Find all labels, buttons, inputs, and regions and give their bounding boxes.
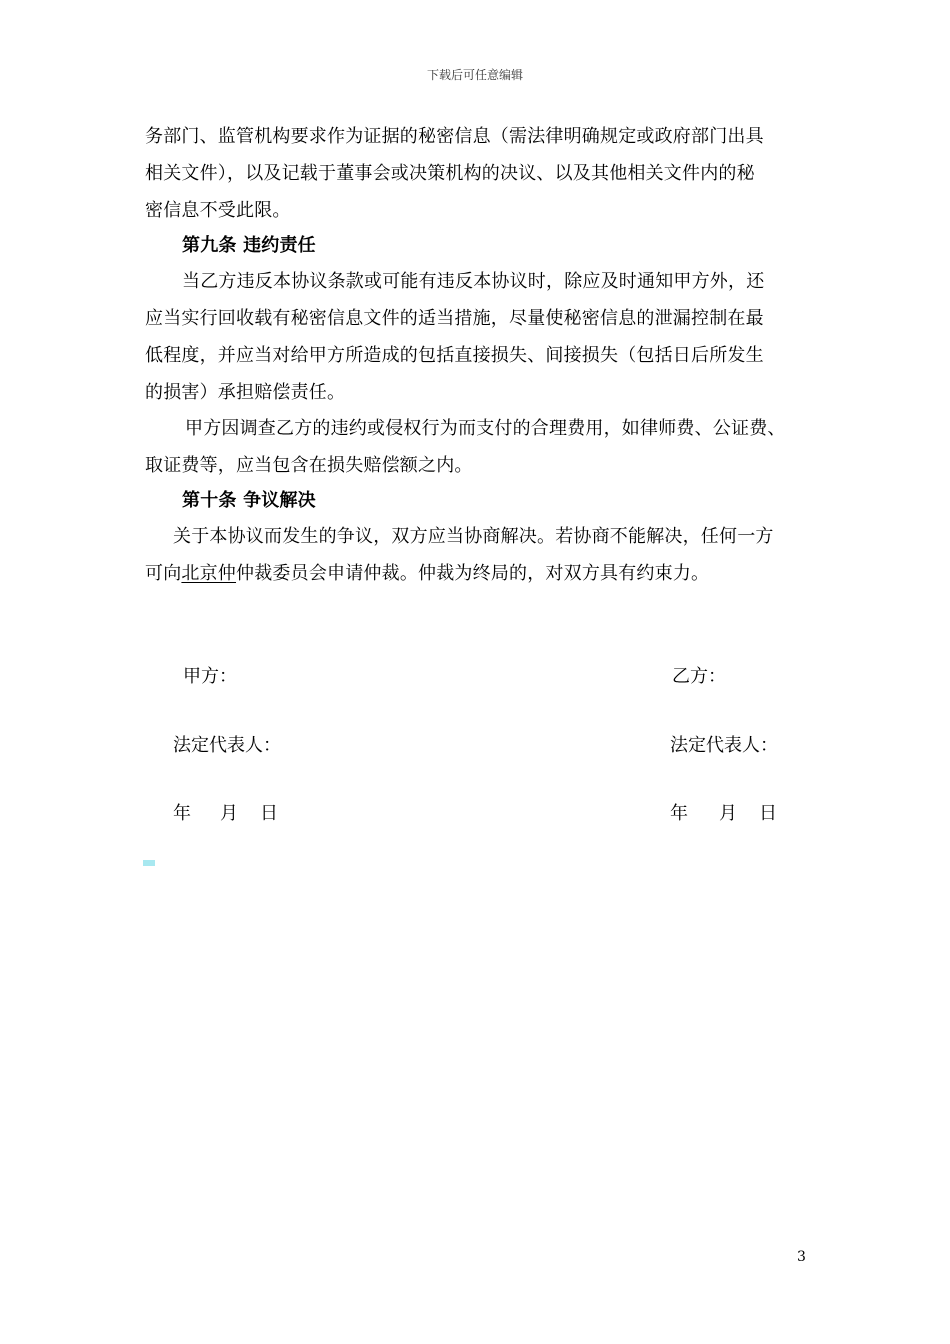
article-10-title: 第十条 争议解决 [182, 490, 316, 511]
month-label: 月 [719, 803, 737, 824]
date-b [670, 803, 777, 825]
body-line: 低程度，并应当对给甲方所造成的包括直接损失、间接损失（包括日后所发生 [145, 345, 764, 366]
body-line: 相关文件），以及记载于董事会或决策机构的决议、以及其他相关文件内的秘 [145, 163, 755, 184]
body-line: 关于本协议而发生的争议，双方应当协商解决。若协商不能解决，任何一方 [173, 526, 774, 547]
body-line: 取证费等，应当包含在损失赔偿额之内。 [145, 455, 473, 476]
rep-a-label: 法定代表人： [173, 735, 281, 756]
day-label: 日 [759, 803, 777, 824]
text-segment: 可向 [145, 563, 182, 584]
day-label: 日 [260, 803, 278, 824]
cursor-marker [143, 860, 155, 866]
page-number: 3 [797, 1249, 806, 1265]
rep-b-label: 法定代表人： [670, 735, 778, 756]
month-label: 月 [220, 803, 238, 824]
body-line: 的损害）承担赔偿责任。 [145, 382, 346, 403]
body-line: 密信息不受此限。 [145, 200, 291, 221]
body-line: 务部门、监管机构要求作为证据的秘密信息（需法律明确规定或政府部门出具 [145, 126, 764, 147]
year-label: 年 [173, 803, 191, 824]
year-label: 年 [670, 803, 688, 824]
page-header: 下载后可任意编辑 [426, 68, 523, 82]
body-line: 甲方因调查乙方的违约或侵权行为而支付的合理费用，如律师费、公证费、 [185, 418, 786, 439]
date-a [173, 803, 278, 825]
body-line: 当乙方违反本协议条款或可能有违反本协议时，除应及时通知甲方外，还 [182, 271, 765, 292]
text-segment: 仲裁委员会申请仲裁。仲裁为终局的，对双方具有约束力。 [236, 563, 710, 584]
body-line: 应当实行回收载有秘密信息文件的适当措施，尽量使秘密信息的泄漏控制在最 [145, 308, 764, 329]
underlined-text: 北京仲 [181, 563, 237, 584]
party-b-label: 乙方： [672, 666, 726, 687]
party-a-label: 甲方： [183, 666, 237, 687]
article-9-title: 第九条 违约责任 [182, 235, 316, 256]
body-line-arbitration [145, 563, 709, 585]
